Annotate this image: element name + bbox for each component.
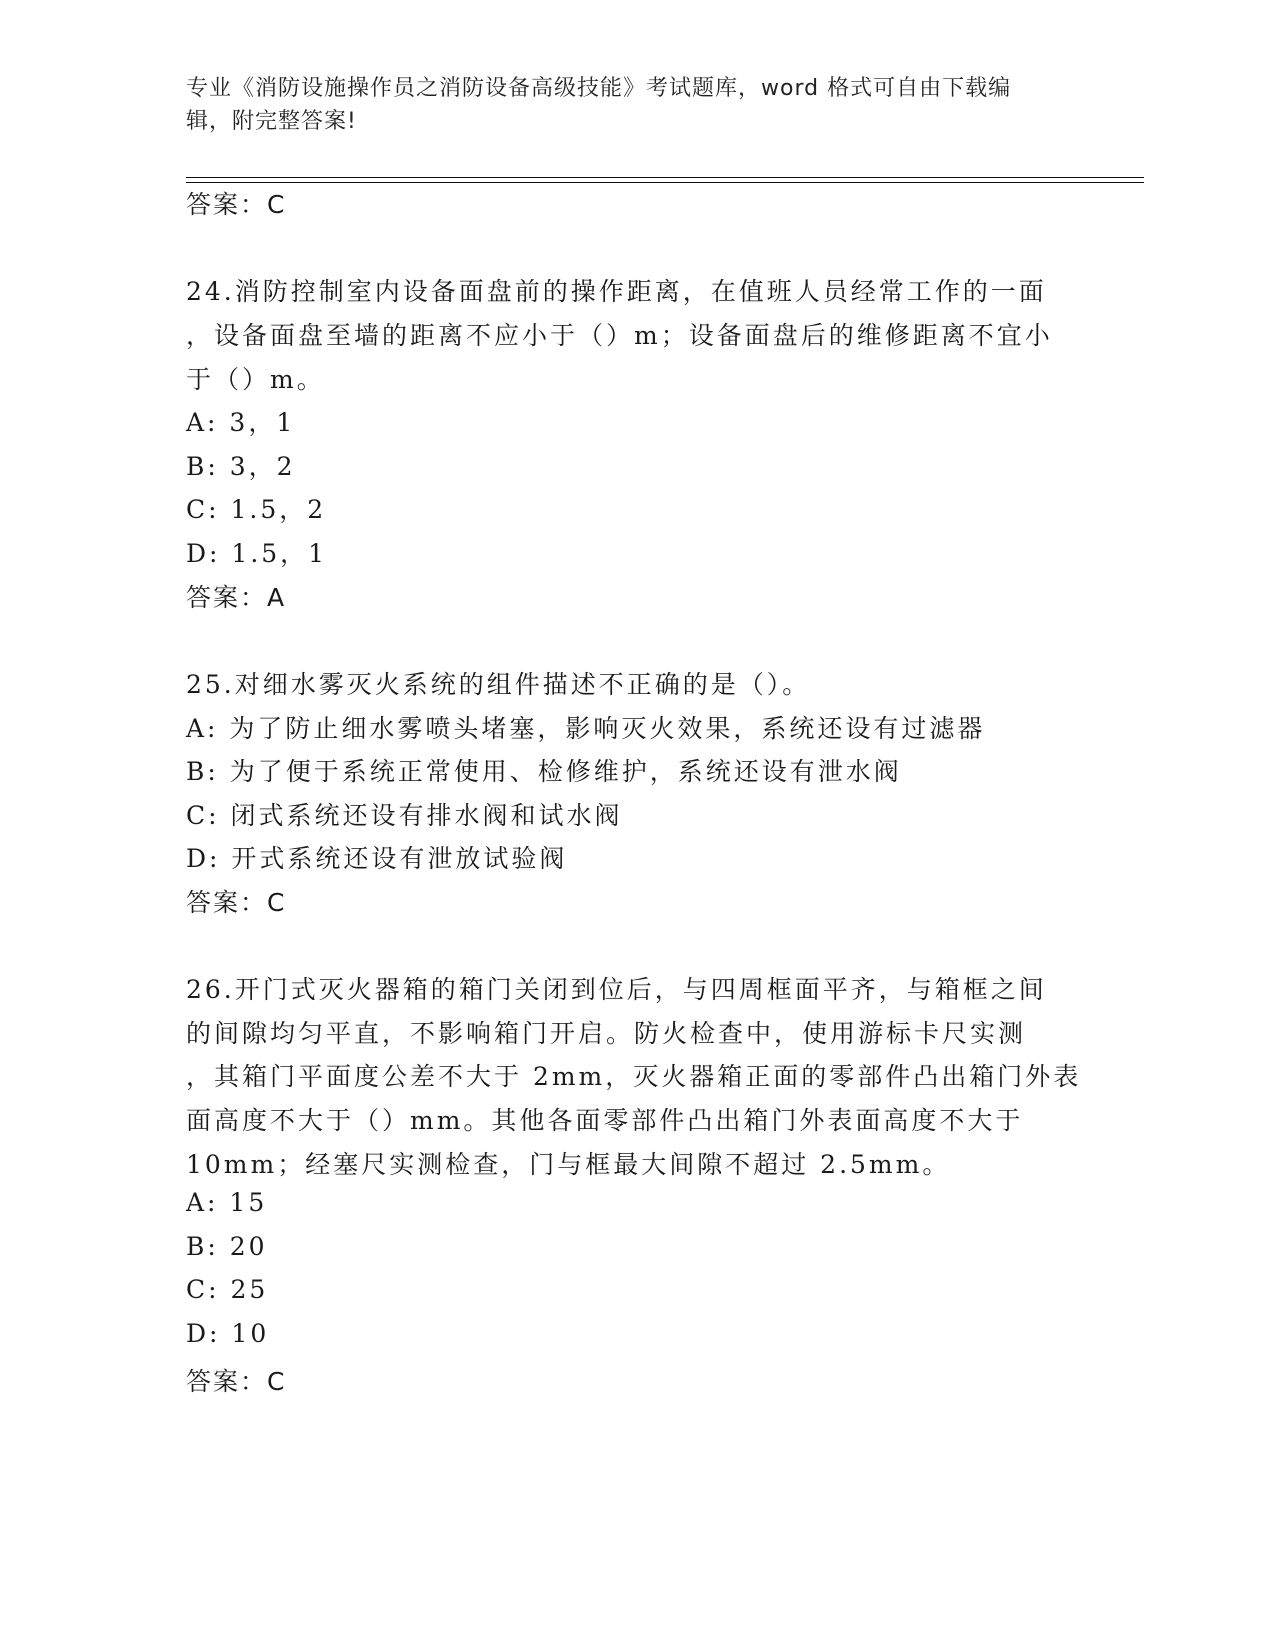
question-24-option-c: C: 1.5，2 xyxy=(186,495,327,524)
question-24-option-b: B: 3，2 xyxy=(186,452,296,481)
question-25-option-b: B: 为了便于系统正常使用、检修维护，系统还设有泄水阀 xyxy=(186,757,902,786)
header-line-1: 专业《消防设施操作员之消防设备高级技能》考试题库，word 格式可自由下载编 xyxy=(186,76,1012,101)
question-26-option-a: A: 15 xyxy=(186,1188,268,1217)
question-25-line-1: 25.对细水雾灭火系统的组件描述不正确的是（）。 xyxy=(186,670,811,699)
question-24-line-3: 于（）m。 xyxy=(186,365,325,394)
question-26-line-5: 10mm；经塞尺实测检查，门与框最大间隙不超过 2.5mm。 xyxy=(186,1150,951,1179)
question-24-line-2: ，设备面盘至墙的距离不应小于（）m；设备面盘后的维修距离不宜小 xyxy=(186,321,1053,350)
question-26-line-3: ，其箱门平面度公差不大于 2mm，灭火器箱正面的零部件凸出箱门外表 xyxy=(186,1062,1082,1091)
question-26-line-2: 的间隙均匀平直，不影响箱门开启。防火检查中，使用游标卡尺实测 xyxy=(186,1019,1027,1048)
header-divider-bottom xyxy=(186,182,1144,183)
question-24-option-d: D: 1.5，1 xyxy=(186,539,328,568)
question-26-option-c: C: 25 xyxy=(186,1275,269,1304)
question-26-option-b: B: 20 xyxy=(186,1232,268,1261)
question-25-option-c: C: 闭式系统还设有排水阀和试水阀 xyxy=(186,801,623,830)
previous-answer: 答案：C xyxy=(186,190,287,219)
question-25-option-d: D: 开式系统还设有泄放试验阀 xyxy=(186,844,568,873)
question-25-answer: 答案：C xyxy=(186,888,287,917)
document-header xyxy=(186,72,1066,138)
question-24-option-a: A: 3，1 xyxy=(186,408,296,437)
header-line-2: 辑，附完整答案! xyxy=(186,109,357,134)
question-26-answer: 答案：C xyxy=(186,1367,287,1396)
question-26-line-1: 26.开门式灭火器箱的箱门关闭到位后，与四周框面平齐，与箱框之间 xyxy=(186,975,1047,1004)
question-26-option-d: D: 10 xyxy=(186,1319,270,1348)
question-26-line-4: 面高度不大于（）mm。其他各面零部件凸出箱门外表面高度不大于 xyxy=(186,1106,1024,1135)
question-24-line-1: 24.消防控制室内设备面盘前的操作距离，在值班人员经常工作的一面 xyxy=(186,277,1047,306)
header-divider-top xyxy=(186,177,1144,178)
question-25-option-a: A: 为了防止细水雾喷头堵塞，影响灭火效果，系统还设有过滤器 xyxy=(186,714,986,743)
question-24-answer: 答案：A xyxy=(186,583,287,612)
